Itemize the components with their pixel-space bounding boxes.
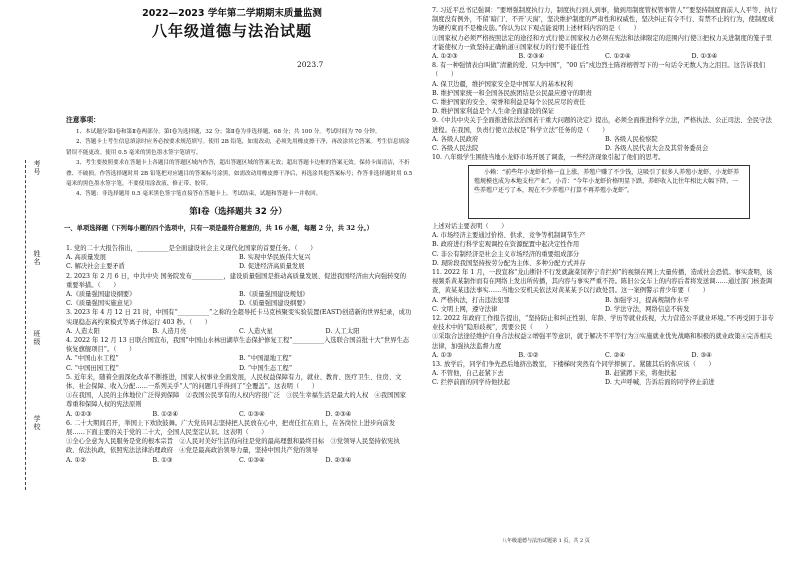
question [66, 308, 412, 336]
answer-option: C.《质量强国实施意见》 [66, 300, 136, 308]
dialogue-box [468, 165, 750, 219]
binding-margin [6, 160, 46, 490]
part1-title: 第Ⅰ卷（选择题共 32 分） [189, 207, 287, 217]
answer-option: C. ①②④ [605, 53, 631, 61]
question-stem: 8. 有一种强情表白叫做“清澈的爱、只为中国”，“00 后”戍边烈士陈祥榕曾写下的一句话令无数人为之泪目。这告诉我们（ ） [432, 62, 766, 79]
option-list [432, 351, 778, 360]
question [432, 116, 778, 153]
answer-option: C. 文明上网，遵守法律 [432, 305, 498, 313]
answer-option: C. ①③④ [239, 456, 265, 464]
answer-option: D.《质量强国建设纲要》 [239, 300, 309, 308]
option-list [66, 290, 412, 308]
right-question-list-b [432, 222, 778, 388]
option-list [66, 327, 412, 336]
option-list [432, 80, 778, 117]
margin-label-school: 学校 [33, 415, 41, 431]
note-item: 4、答题：非选择题用 0.5 毫米黑色签字笔直接答在答题卡上。考试结束，试题和答题卡一并收回。 [76, 191, 322, 198]
answer-option: A. 各级人民政府 [432, 135, 479, 143]
question-stem: 3. 2023 年 4 月 12 日 21 时，中国有“__________”之称的全超导托卡马克核聚变实验装置(EAST)创造新的世界纪录，成功实现稳态高约束模式等离子体运行 403 秒。（ ） [66, 309, 412, 326]
option-list [66, 410, 412, 419]
question-statements: ①在我国，人民的主体地位广泛得到保障 ②我国公民享有的人权内容很广泛 ③民生幸福生活是最大的人权 ④我国国家尊重和保障人权的宪法原则 [66, 392, 407, 409]
answer-option: A.《质量强国建设纲要》 [66, 291, 136, 299]
binding-dashed-line [25, 160, 26, 490]
answer-option: C. ①③④ [239, 410, 265, 418]
question-stem: 9.《中共中央关于全面推进依法治国若干重大问题的决定》提出，必须全面推进科学立法，严格执法、公正司法、全民守法进程。在我国，负责行使立法权是“科学立法”任务的是（ ） [432, 117, 772, 134]
note-item: 1、本试题分第Ⅰ卷和第Ⅱ卷两部分。第Ⅰ卷为选择题，32 分；第Ⅱ卷为非选择题，68 分；共 100 分。考试时间为 70 分钟。 [76, 129, 381, 135]
answer-option: B. 实现中华民族伟大复兴 [239, 254, 311, 262]
question-stem: 2. 2023 年 2 月 6 日，中共中央 国务院发布__________，建设质量强国是推动高质量发展、促进我国经济由大向强转变的重要举措。（ ） [66, 272, 407, 289]
question-stem: 6. 二十大期间召开，举国上下欢欣鼓舞。广大党员同志坚持把人民放在心中，把责任扛在肩上，在各岗位上进步向前发展……下面主要的关于党的二十大，全国人民坚定认识。这表明（ ） [66, 419, 396, 437]
answer-option: B. ①② [518, 351, 539, 359]
answer-option: D. 现阶段我国坚持按劳分配为主体、多种分配方式并存 [432, 259, 586, 267]
answer-option: C. “中国田园工程” [66, 364, 119, 372]
answer-option: A. 不管他，自己赶紧下去 [432, 370, 504, 378]
exam-date: 2023.7 [297, 60, 324, 69]
question-statements: ①全心全意为人民服务是党的根本宗旨 ②人民对美好生活的向往是党的最高理想和最终目标 ③党领导人民坚持依宪执政、依法执政，依照宪法法律治理政府 ④党是最高政治领导力量，坚持中国共产党的领导 [66, 438, 400, 455]
option-list [432, 231, 778, 268]
answer-option: A. 市场经济主要通过价格、供求、竞争等机制调节生产 [432, 232, 586, 240]
option-list [432, 296, 778, 314]
right-question-list-a [432, 6, 778, 162]
answer-option: C. 各级人民法院 [432, 145, 479, 153]
margin-label-exam-number: 考号 [33, 160, 41, 176]
question-statements: ①国家权力必须严格按照法定的途径和方式行使②国家权力必须在宪法和法律限定的范围内行使③把权力关进制度的笼子里才能使权力一致坚持正确轨道④国家权力的行使不能任性 [432, 34, 773, 51]
answer-option: D. 维护国家利益是个人生命全面建设的保证 [432, 108, 555, 116]
question [432, 314, 778, 360]
answer-option: D. ①③④ [691, 53, 718, 61]
question [66, 244, 412, 272]
answer-option: C. 维护国家的安全、荣誉和利益是每个公民应尽的责任 [432, 99, 586, 107]
answer-option: C. ②④ [605, 351, 625, 359]
question-stem: 7. 习近平总书记强调：“要增强制度执行力，制度执行到人到事，做到用制度管权管事管人”“要坚持制度面前人人平等、执行制度没有例外，不留‘暗门’、不开‘天窗’，坚决维护制度的严肃性和权威性，坚决纠正有令不行、有禁不止的行为，使制度成为硬约束而不是橡皮筋。”你认为以下观点能说明上述材料内容的是（ ） [432, 7, 778, 33]
answer-option: B. “中国湿地工程” [239, 355, 292, 363]
answer-option: B. 人造月亮 [152, 327, 187, 335]
answer-option: C. 解决社会主要矛盾 [66, 263, 125, 271]
answer-option: C. 拦停前面的同学待他扶起 [432, 379, 510, 387]
option-list [66, 253, 412, 271]
option-list [66, 456, 412, 465]
question-stem: 4. 2022 年 12 月 13 日联合国宣布，我国“中国山水林田湖草生态保护修复工程”__________入选联合国首批十大“世界生态恢复旗舰项目”。（ ） [66, 337, 410, 354]
question-stem: 11. 2022 年 1 月，一段宣称“龙山断针不行发就蔬菜饲养宁肯拦掉”的视频在网上大量传播，造成社会恐慌。事实查明，该视频系黄某制作而有在网络上发出所传播，其内容与事实严重不符。陈旧公交车上的内容后者将发送调……通过部门核查调查，黄某某违法事实……当地公安机关依法对黄某某予以行政处罚。这一案例警示青少年要（ ） [432, 269, 773, 295]
note-item: 2、答题卡上考生信息填涂时应务必按要求规范填写。使用 2B 铅笔，如需改动，必须先用橡皮擦干净，再改涂其它答案。考生信息填涂错误不能更改。使用 0.5 毫米的黑色墨水签字笔填写。 [66, 139, 410, 156]
question [432, 153, 778, 162]
answer-option: A. ①②③ [432, 53, 458, 61]
option-list [432, 369, 778, 387]
question [432, 268, 778, 314]
answer-option: A. 高质量发展 [66, 254, 107, 262]
answer-option: A. 人造太阳 [66, 327, 100, 335]
page-footer: 八年级道德与法治试题第 1 页，共 2 页 [502, 538, 590, 544]
answer-option: B. 加强学习，提高规制作水平 [605, 296, 690, 304]
note-item: 3、考生要按照要求在答题卡上各题目的答题区域内作答，超出答题区域的答案无效；超出答题卡边框的答案无效。保持卡面清洁，不折叠、不破损。作答选择题时用 2B 铅笔把对应题目的答案标号涂黑，如需改动用橡皮擦干净后，再选涂其他答案标号；作答非选择题时用 0.5 毫米的黑色墨水签字笔，不要使用涂改液、修正带、胶带。 [66, 160, 413, 188]
question [66, 373, 412, 419]
margin-label-name: 姓名 [33, 250, 41, 266]
question [432, 61, 778, 116]
answer-option: D. ③④ [691, 351, 712, 359]
section-title: 一、单项选择题（下列每小题的四个选项中，只有一项是最符合题意的，共 16 小题，每题 2 分，共 32 分。） [64, 225, 373, 232]
answer-option: B. 维护国家统一和全国各民族团结是公民最应遵守的职责 [432, 89, 592, 97]
notes-title: 注意事项： [66, 116, 100, 124]
answer-option: D. 促进经济高质量发展 [239, 263, 305, 271]
exam-session-title: 2022—2023 学年第二学期期末质量监测 [142, 8, 322, 19]
answer-option: B. ②③④ [518, 53, 545, 61]
answer-option: D. 学法守法，网络信息不转发 [605, 305, 690, 313]
answer-option: A. “中国山水工程” [66, 355, 119, 363]
answer-option: B.《质量强国建设规划》 [239, 291, 309, 299]
question [66, 419, 412, 465]
exam-subject-title: 八年级道德与法治试题 [151, 22, 312, 40]
margin-label-class: 班级 [33, 330, 41, 346]
notes-list [66, 127, 414, 200]
question-stem: 5. 近年来，随着全面深化改革不断推进，国家人权事业全面发展，人民权益保障有力，就业、教育、医疗卫生、住房、文体、社会保障、收入分配……一系列关乎“人”的问题几乎得到了“全覆盖”。这表明（ ） [66, 373, 402, 391]
answer-option: B. 各级人民检察院 [605, 135, 658, 143]
answer-option: D. “中国生态工程” [239, 364, 293, 372]
answer-option: B. ①②④ [152, 410, 179, 418]
question [432, 360, 778, 388]
answer-option: C. 人造火星 [239, 327, 273, 335]
question [66, 336, 412, 373]
option-list [432, 52, 778, 61]
answer-option: A. ①② [66, 456, 86, 464]
question [432, 222, 778, 268]
question-stem: 10. 八年级学生围绕当地小龙虾市场开展了调查，一些经济现象引起了他们的思考。 [432, 154, 665, 162]
question-stem: 12. 2022 年政府工作报告提出，“坚持防止和纠正性别、年龄、学历等就业歧视，大力营造公平就业环境。”不再受困于非专业技术中的“隐形歧视”，需要公民（ ） [432, 315, 774, 332]
question-stem: 1. 党的二十大报告指出，__________是全面建设社会主义现代化国家的首要任务。（ ） [66, 245, 317, 252]
answer-option: D. 人工太阳 [325, 327, 360, 335]
left-question-list [66, 244, 412, 465]
answer-option: D. 各级人民代表大会及其常务委员会 [605, 145, 709, 153]
option-list [66, 354, 412, 372]
question [66, 272, 412, 309]
answer-option: A. 严格执法，打击违法犯罪 [432, 296, 510, 304]
answer-option: B. 政府进行科学宏观调控在资源配置中起决定性作用 [432, 241, 580, 249]
dialogue-text: 小赖：“前些年小龙虾价格一直上涨，养殖户赚了不少钱，这吸引了很多人养殖小龙虾，小龙虾养殖规模也成为本地支柱产业”。小青：“今年小龙虾价格明显下跌，养虾收入比往年相比大幅下降，一些养殖户还亏了本，现在不少养殖户打算不再养殖小龙虾”。 [474, 169, 740, 194]
answer-option: D. ②③④ [325, 410, 352, 418]
answer-option: B. ①③ [152, 456, 173, 464]
answer-option: A. ①②③ [66, 410, 92, 418]
left-column [62, 0, 414, 561]
question-stem: 13. 放学后，同学们争先恐后地挤出教室，下楼梯时突然有个同学摔倒了。紧随其后的你应该（ ） [432, 361, 715, 369]
question-stem: 上述对话主要表明（ ） [432, 223, 508, 230]
answer-option: C. 非公有制经济是社会主义市场经济的重要组成部分 [432, 250, 580, 258]
answer-option: A. ①③ [432, 351, 452, 359]
question-statements: ①采取合法途径维护自身合法权益②增强平等意识，就于解决不平等行为③实施就业优先战略和积极的就业政策④完善相关法律，加强执法监督力度 [432, 333, 773, 350]
question [432, 6, 778, 61]
answer-option: A. 保卫边疆，维护国家安全是中国军人的基本权利 [432, 80, 573, 88]
answer-option: D. 大声呼喊，告诉后面的同学停止前进 [605, 379, 715, 387]
answer-option: D. ②③④ [325, 456, 352, 464]
option-list [432, 135, 778, 153]
answer-option: B. 赶紧蹲下来，将他扶起 [605, 370, 677, 378]
right-column [428, 0, 780, 561]
